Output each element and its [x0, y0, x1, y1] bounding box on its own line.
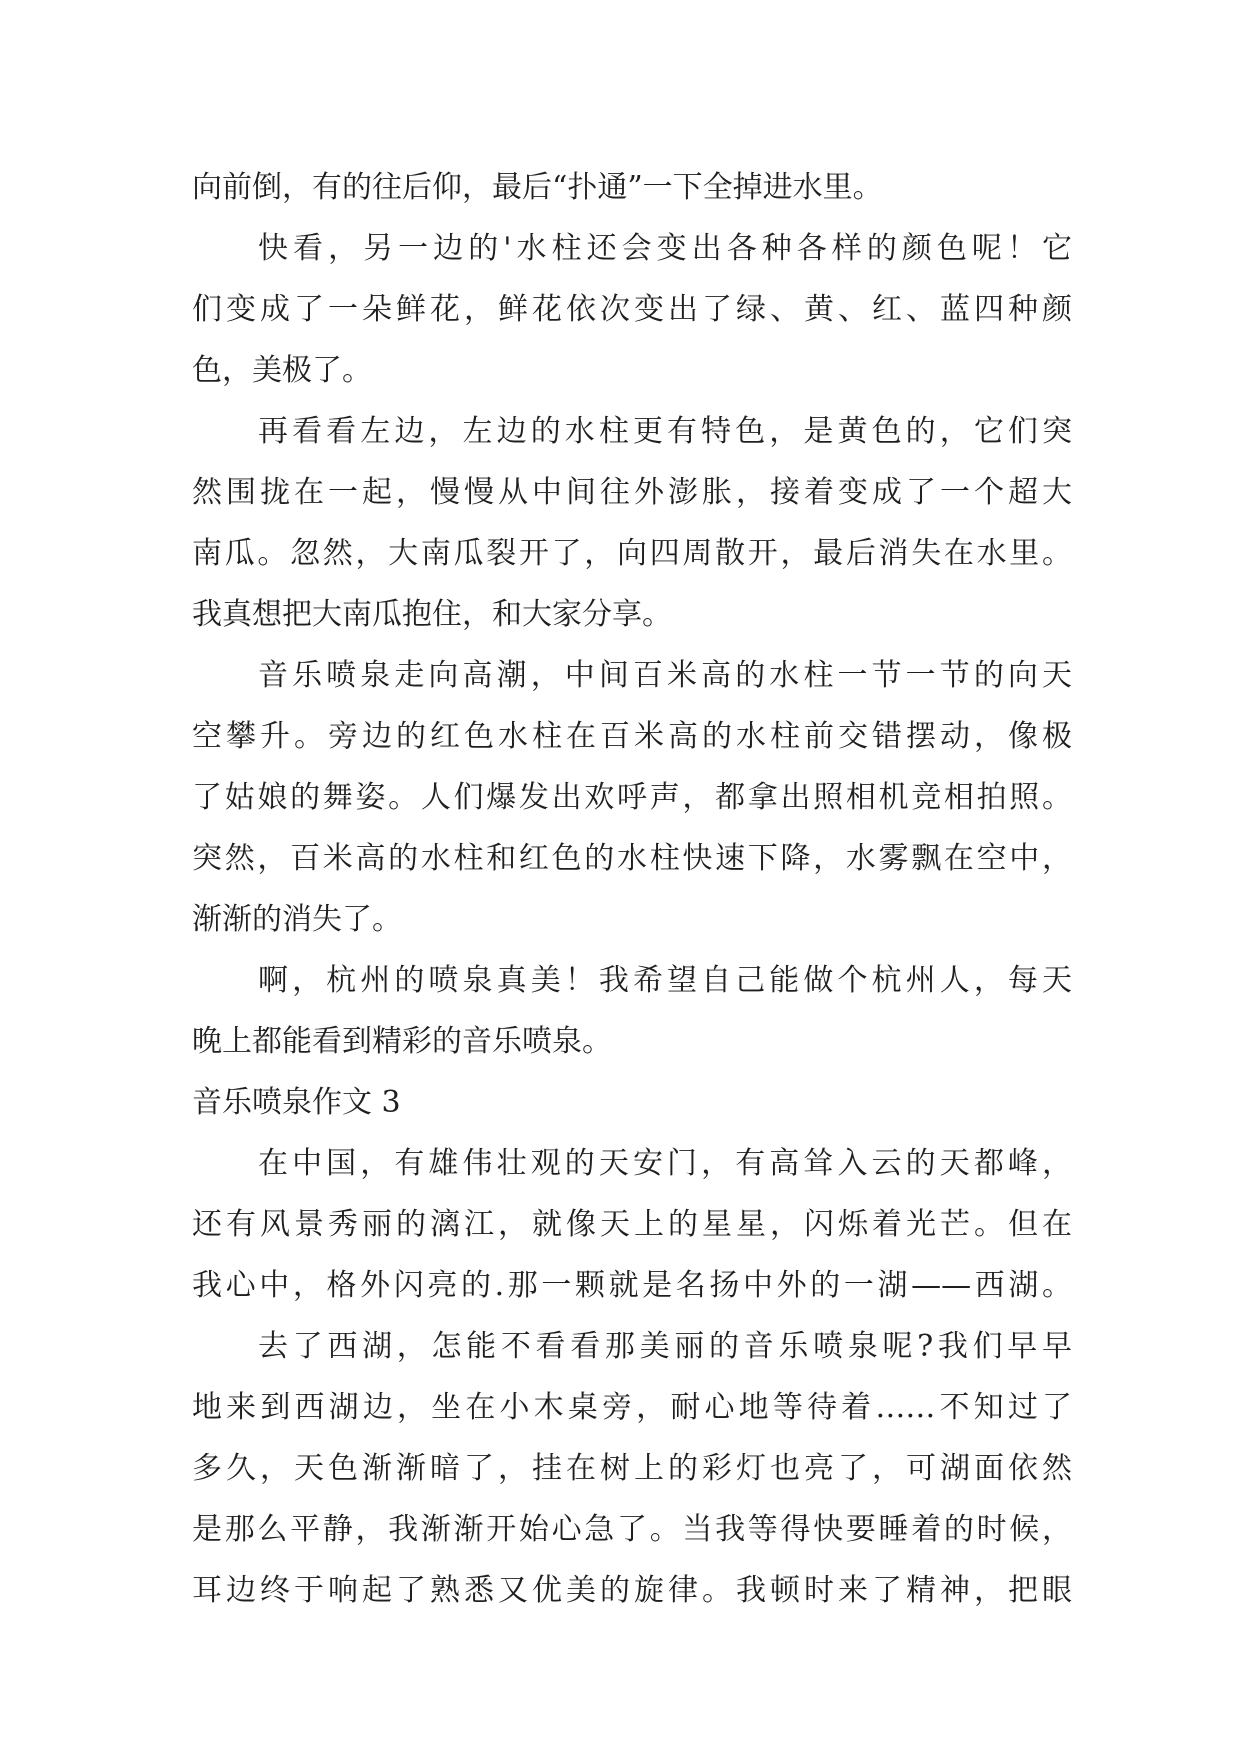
paragraph-line: 南瓜。忽然，大南瓜裂开了，向四周散开，最后消失在水里。 [192, 536, 1072, 571]
paragraph-line: 突然，百米高的水柱和红色的水柱快速下降，水雾飘在空中， [192, 841, 1072, 876]
paragraph-line: 晚上都能看到精彩的音乐喷泉。 [192, 1024, 612, 1059]
paragraph-line: 地来到西湖边，坐在小木桌旁，耐心地等待着……不知过了 [192, 1390, 1072, 1425]
paragraph-line: 然围拢在一起，慢慢从中间往外澎胀，接着变成了一个超大 [192, 475, 1072, 510]
paragraph-line: 色，美极了。 [192, 353, 372, 388]
paragraph-line: 空攀升。旁边的红色水柱在百米高的水柱前交错摆动，像极 [192, 719, 1072, 754]
paragraph-line: 我真想把大南瓜抱住，和大家分享。 [192, 597, 672, 632]
paragraph-line: 啊，杭州的喷泉真美！我希望自己能做个杭州人，每天 [258, 963, 1072, 998]
paragraph-line: 还有风景秀丽的漓江，就像天上的星星，闪烁着光芒。但在 [192, 1207, 1072, 1242]
essay-text [192, 157, 1072, 1621]
paragraph-line: 渐渐的消失了。 [192, 902, 402, 937]
paragraph-line: 去了西湖，怎能不看看那美丽的音乐喷泉呢?我们早早 [258, 1329, 1072, 1364]
paragraph-line: 再看看左边，左边的水柱更有特色，是黄色的，它们突 [258, 414, 1072, 449]
paragraph-line: 了姑娘的舞姿。人们爆发出欢呼声，都拿出照相机竞相拍照。 [192, 780, 1072, 815]
paragraph-line: 们变成了一朵鲜花，鲜花依次变出了绿、黄、红、蓝四种颜 [192, 292, 1072, 327]
paragraph-line: 我心中，格外闪亮的.那一颗就是名扬中外的一湖——西湖。 [192, 1268, 1072, 1303]
paragraph-line: 耳边终于响起了熟悉又优美的旋律。我顿时来了精神，把眼 [192, 1573, 1072, 1608]
paragraph-line: 在中国，有雄伟壮观的天安门，有高耸入云的天都峰， [258, 1146, 1072, 1181]
section-heading: 音乐喷泉作文 3 [192, 1085, 401, 1120]
paragraph-line: 多久，天色渐渐暗了，挂在树上的彩灯也亮了，可湖面依然 [192, 1451, 1072, 1486]
paragraph-line: 快看，另一边的'水柱还会变出各种各样的颜色呢！它 [258, 231, 1072, 266]
paragraph-line: 是那么平静，我渐渐开始心急了。当我等得快要睡着的时候， [192, 1512, 1072, 1547]
paragraph-line: 向前倒，有的往后仰，最后“扑通”一下全掉进水里。 [192, 170, 883, 205]
paragraph-line: 音乐喷泉走向高潮，中间百米高的水柱一节一节的向天 [258, 658, 1072, 693]
